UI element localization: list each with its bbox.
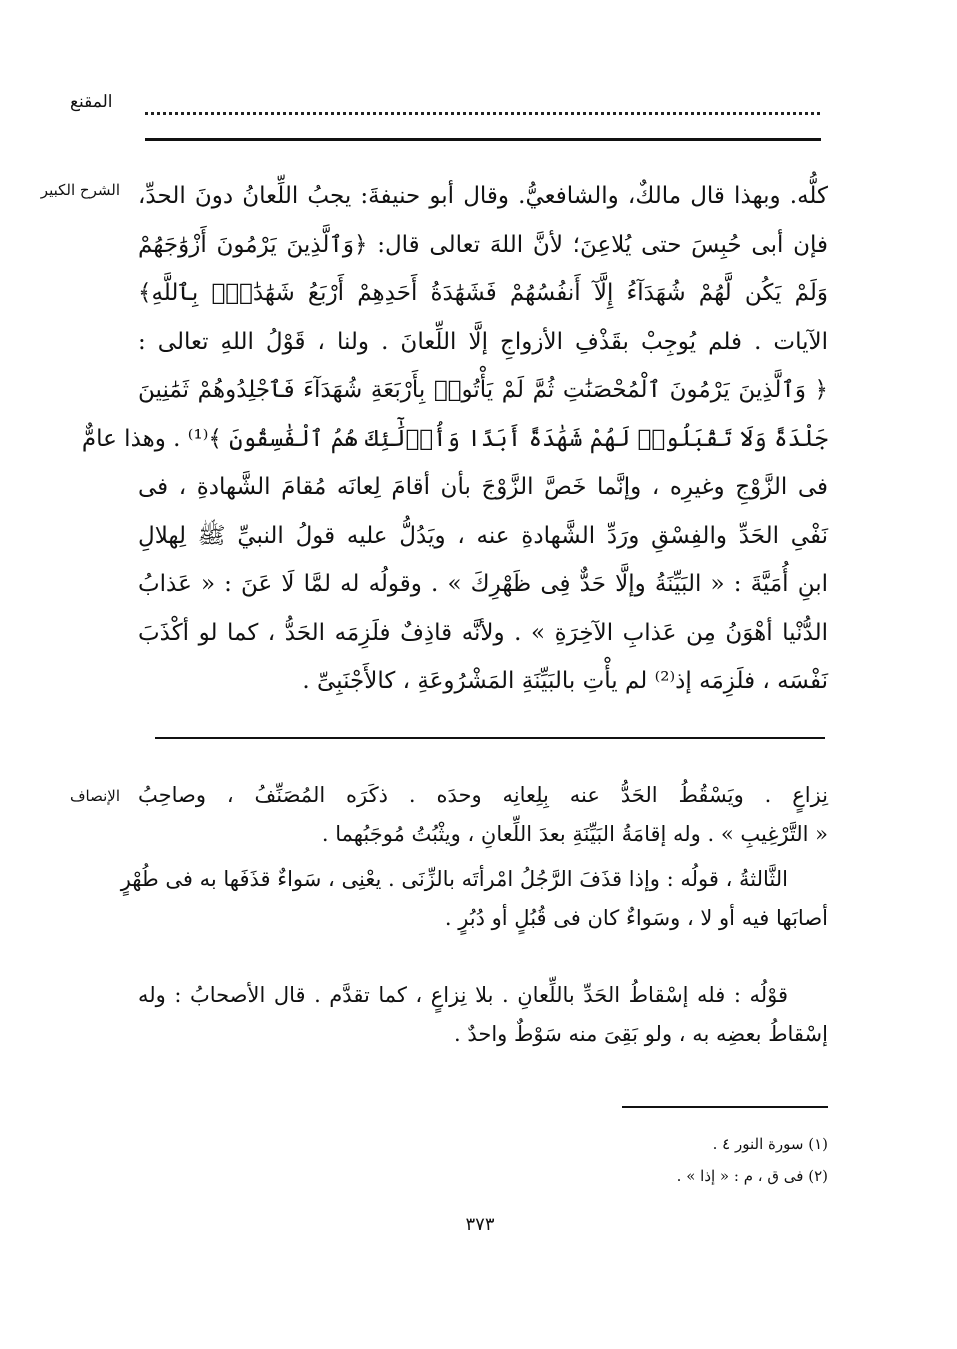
page-number: ٣٧٣ <box>465 1214 495 1235</box>
sharh-line-8: نَفْىِ الحَدِّ والفِسْقِ ورَدِّ الشَّهادةِ عنه ، ويَدُلُّ عليه قولُ النبيِّ ﷺ لِهلالِ <box>138 522 828 549</box>
sharh-line-7: فى الزَّوْجِ وغيرِه ، وإنَّما خَصَّ الزَّوْجَ بأن أقامَ لِعانَه مُقامَ الشَّهادةِ ، فى <box>138 474 828 500</box>
paragraph-gap <box>138 938 828 976</box>
insaf-text-block <box>120 776 828 1054</box>
sharh-line-6: جَلْدَةً وَلَا تَقْبَلُوا۟ لَهُمْ شَهَٰدَةً أَبَدًا وَأُو۟لَٰٓئِكَ هُمُ ٱلْفَٰسِقُونَ ﴾⁽¹⁾ . وهذا عامٌّ <box>81 425 828 452</box>
sharh-line-11: نَفْسَه ، فلَزِمَه إذ⁽²⁾ لم يأْتِ بالبَيِّنَةِ المَشْرُوعَةِ ، كالأَجْنَبِىِّ . <box>302 668 828 694</box>
sharh-line-4: الآيات . فلم يُوجِبْ بقَذْفِ الأزواجِ إلَّا اللِّعانَ . ولنا ، قَوْلُ اللهِ تعالى : <box>138 328 828 355</box>
sharh-line-9: ابنِ أُمَيَّةَ : « البَيِّنَةُ وإلَّا حَدٌّ فِى ظَهْرِكَ » . وقولُه له لمَّا لَا عَنَ : « عَذابُ <box>138 571 828 597</box>
sharh-line-5: ﴿ وَٱلَّذِينَ يَرْمُونَ ٱلْمُحْصَنَٰتِ ثُمَّ لَمْ يَأْتُوا۟ بِأَرْبَعَةِ شُهَدَآءَ فَٱجْلِدُوهُمْ ثَمَٰنِينَ <box>138 377 828 403</box>
footnote-1: (١) سورة النور ٤ . <box>712 1135 828 1153</box>
footnote-rule <box>622 1106 828 1108</box>
sharh-line-2: فإن أبى حُبِسَ حتى يُلاعِنَ؛ لأنَّ اللهَ تعالى قال: ﴿وَٱلَّذِينَ يَرْمُونَ أَزْوَٰجَهُمْ <box>138 231 828 258</box>
footnote-2: (٢) فى ق ، م : « إذا » . <box>676 1167 828 1185</box>
sharh-text-block <box>81 172 828 706</box>
sharh-line-10: الدُّنْيا أهْوَنُ مِن عَذابِ الآخِرَةِ » . ولأنَّه قاذِفٌ فلَزِمَه الحَدُّ ، كما لو أكْذَبَ <box>138 619 828 646</box>
section-divider <box>155 737 825 739</box>
header-rule <box>145 138 821 141</box>
side-label-insaf: الإنصاف <box>69 787 120 805</box>
insaf-line: الثَّالثةُ ، قولُه : وإذا قذَفَ الرَّجُلُ امْرأتَه بالزِّنَى . يعْنِى ، سَواءٌ قذَفَها به فى طُهْرٍ <box>120 867 788 891</box>
sharh-line-3: وَلَمْ يَكُن لَّهُمْ شُهَدَآءُ إِلَّآ أَنفُسُهُمْ فَشَهَٰدَةُ أَحَدِهِمْ أَرْبَعُ شَهَٰدَٰتٍۭ بِٱللَّهِ﴾ <box>138 280 828 306</box>
header-dotted-leader <box>145 98 820 115</box>
insaf-line: أصابَها فيه أو لا ، وسَواءٌ كان فى قُبُلٍ أو دُبُرٍ . <box>444 906 828 930</box>
sharh-line-1: كلُّه. وبهذا قال مالكٌ، والشافعيُّ. وقال أبو حنيفةَ: يجبُ اللِّعانُ دونَ الحدِّ، <box>138 183 828 209</box>
insaf-line: « التَّرْغِيبِ » . وله إقامَةُ البَيِّنَةِ بعدَ اللِّعانِ ، ويثْبُتُ مُوجَبُهما . <box>321 822 828 846</box>
running-title: المقنع <box>70 92 113 112</box>
insaf-line: إسْقاطُ بعضِه به ، ولو بَقِىَ منه سَوْطٌ واحدٌ . <box>453 1022 828 1046</box>
insaf-line: قوْلُه : فله إسْقاطُ الحَدِّ باللِّعانِ . بلا نِزاعٍ ، كما تقدَّم . قال الأصحابُ : وله <box>138 983 788 1007</box>
footnotes <box>500 1128 828 1192</box>
insaf-line: نِزاعٍ . ويَسْقُطُ الحَدُّ عنه بِلِعانِه وحدَه . ذكَرَه المُصَنِّفُ ، وصاحِبُ <box>138 783 828 807</box>
side-label-sharh: الشرح الكبير <box>40 181 120 199</box>
